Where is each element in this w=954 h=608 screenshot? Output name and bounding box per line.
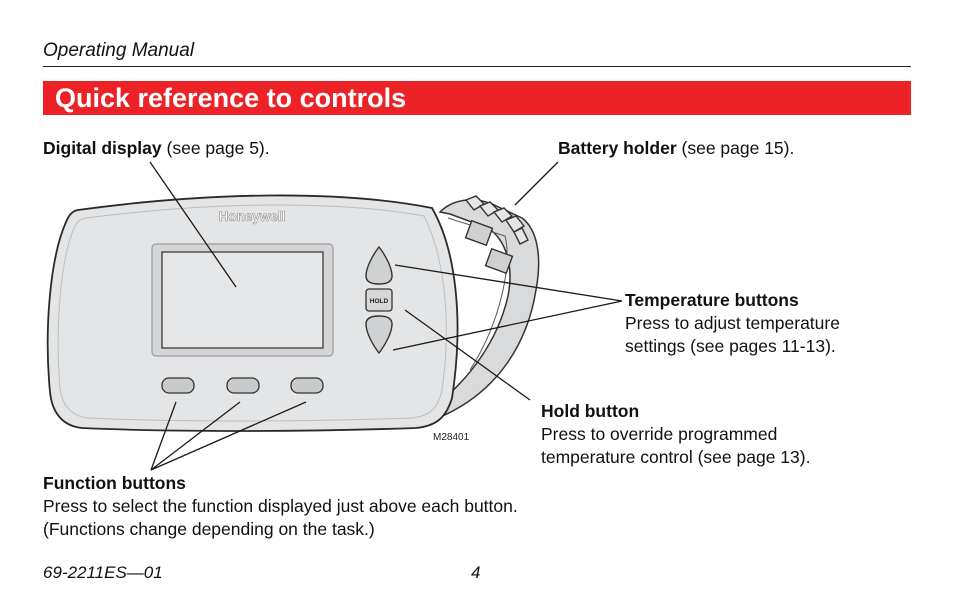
figure-id: M28401: [433, 432, 470, 443]
hold-button-label: Hold button: [541, 401, 640, 421]
honeywell-logo: Honeywell: [218, 209, 286, 224]
hold-button-key-label: HOLD: [369, 298, 389, 305]
section-title-banner: Quick reference to controls: [43, 81, 911, 115]
temperature-buttons-label: Temperature buttons: [625, 290, 799, 310]
manual-header: Operating Manual: [43, 40, 195, 61]
digital-display-note: (see page 5).: [161, 138, 270, 158]
hold-button-desc-1: Press to override programmed: [541, 424, 778, 444]
function-buttons-desc-2: (Functions change depending on the task.): [43, 519, 375, 539]
battery-holder-label: Battery holder: [558, 138, 677, 158]
function-button-1[interactable]: [162, 378, 194, 393]
function-buttons-label: Function buttons: [43, 473, 186, 493]
temperature-buttons-desc-1: Press to adjust temperature: [625, 313, 840, 333]
document-number: 69-2211ES—01: [43, 563, 163, 582]
battery-holder-note: (see page 15).: [676, 138, 795, 158]
function-buttons-desc-1: Press to select the function displayed just above each button.: [43, 496, 518, 516]
temperature-buttons-desc-2: settings (see pages 11-13).: [625, 336, 836, 356]
function-button-3[interactable]: [291, 378, 323, 393]
page-number: 4: [471, 563, 481, 582]
function-button-2[interactable]: [227, 378, 259, 393]
digital-display-label: Digital display: [43, 138, 162, 158]
hold-button-desc-2: temperature control (see page 13).: [541, 447, 811, 467]
